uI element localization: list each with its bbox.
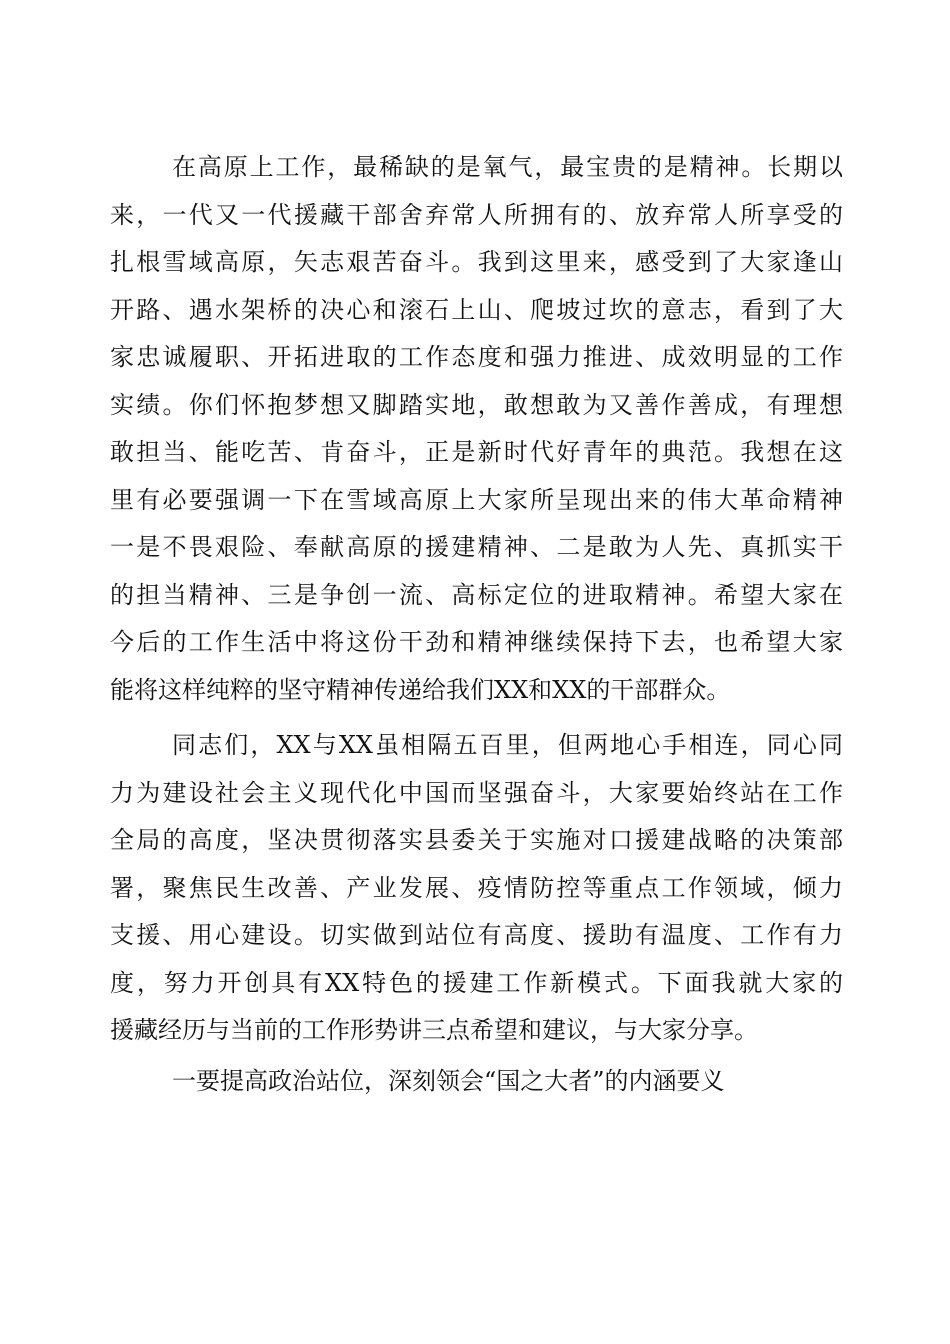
text-line: 全局的高度，坚决贯彻落实县委关于实施对口援建战略的决策部 [110,826,843,854]
text-line: 开路、遇水架桥的决心和滚石上山、爬坡过坎的意志，看到了大 [110,295,843,324]
text-line: 里有必要强调一下在雪域高原上大家所呈现出来的伟大革命精神 [110,485,843,514]
text-line: 敢担当、能吃苦、肯奋斗，正是新时代好青年的典范。我想在这 [110,438,843,466]
text-line: 度，努力开创具有XX特色的援建工作新模式。下面我就大家的 [110,968,843,997]
text-line: 同志们，XX与XX虽相隔五百里，但两地心手相连，同心同 [172,731,843,759]
text-line: 在高原上工作，最稀缺的是氧气，最宝贵的是精神。长期以 [172,153,843,181]
text-line: 一是不畏艰险、奉献高原的援建精神、二是敢为人先、真抓实干 [110,533,843,561]
text-line: 署，聚焦民生改善、产业发展、疫情防控等重点工作领域，倾力 [110,873,843,902]
text-line: 扎根雪域高原，矢志艰苦奋斗。我到这里来，感受到了大家逢山 [110,248,843,276]
text-line: 今后的工作生活中将这份干劲和精神继续保持下去，也希望大家 [110,628,843,656]
text-line: 来，一代又一代援藏干部舍弃常人所拥有的、放弃常人所享受的 [110,200,843,229]
text-line: 能将这样纯粹的坚守精神传递给我们XX和XX的干部群众。 [110,675,731,704]
paragraph-2 [110,722,843,1055]
text-line: 援藏经历与当前的工作形势讲三点希望和建议，与大家分享。 [110,1016,758,1044]
text-line: 家忠诚履职、开拓进取的工作态度和强力推进、成效明显的工作 [110,343,843,371]
text-line: 的担当精神、三是争创一流、高标定位的进取精神。希望大家在 [110,580,843,609]
document-body [110,144,843,1105]
section-heading: 一要提高政治站位，深刻领会“国之大者”的内涵要义 [172,1066,725,1095]
text-line: 支援、用心建设。切实做到站位有高度、援助有温度、工作有力 [110,921,843,949]
text-line: 实绩。你们怀抱梦想又脚踏实地，敢想敢为又善作善成，有理想 [110,390,843,419]
text-line: 力为建设社会主义现代化中国而坚强奋斗，大家要始终站在工作 [110,778,843,807]
paragraph-1 [110,144,843,714]
